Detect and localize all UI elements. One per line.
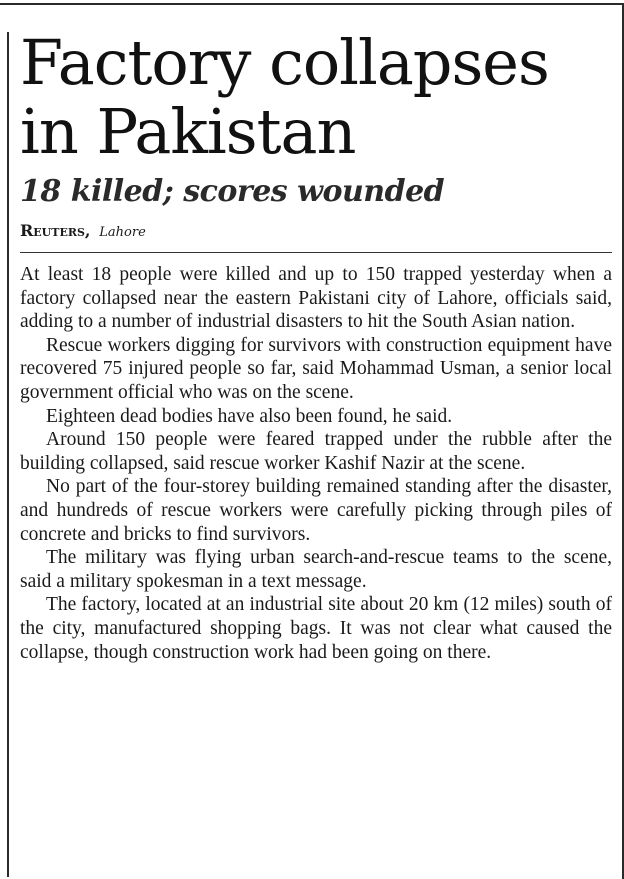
paragraph: Eighteen dead bodies have also been found, he said.: [46, 405, 453, 427]
article-body: [20, 263, 612, 664]
subheadline: 18 killed; scores wounded: [20, 174, 445, 209]
news-article: [20, 28, 612, 664]
paragraph: No part of the four-storey building remained standing after the disaster, and hundreds of rescue workers were carefully picking through piles of concrete and bricks to find survivors.: [20, 476, 612, 545]
paragraph: At least 18 people were killed and up to 150 trapped yesterday when a factory collapsed near the eastern Pakistani city of Lahore, officials said, adding to a number of industrial disasters to hit the South Asian nation.: [20, 264, 612, 333]
byline: [20, 220, 612, 244]
headline: [20, 28, 612, 166]
headline-line-1: Factory collapses: [20, 26, 549, 99]
byline-divider: [20, 252, 612, 253]
byline-agency: Reuters,: [20, 221, 91, 240]
headline-line-2: in Pakistan: [20, 95, 356, 168]
paragraph: Rescue workers digging for survivors with construction equipment have recovered 75 injured people so far, said Mohammad Usman, a senior local government official who was on the scene.: [20, 334, 612, 403]
byline-location: Lahore: [99, 225, 146, 240]
top-border-rule: [0, 3, 624, 5]
paragraph: The factory, located at an industrial site about 20 km (12 miles) south of the city, manufactured shopping bags. It was not clear what caused the collapse, though construction work had been going on there.: [20, 594, 612, 663]
paragraph: Around 150 people were feared trapped under the rubble after the building collapsed, said rescue worker Kashif Nazir at the scene.: [20, 429, 612, 474]
paragraph: The military was flying urban search-and-rescue teams to the scene, said a military spokesman in a text message.: [20, 547, 612, 592]
left-column-rule: [7, 32, 9, 877]
